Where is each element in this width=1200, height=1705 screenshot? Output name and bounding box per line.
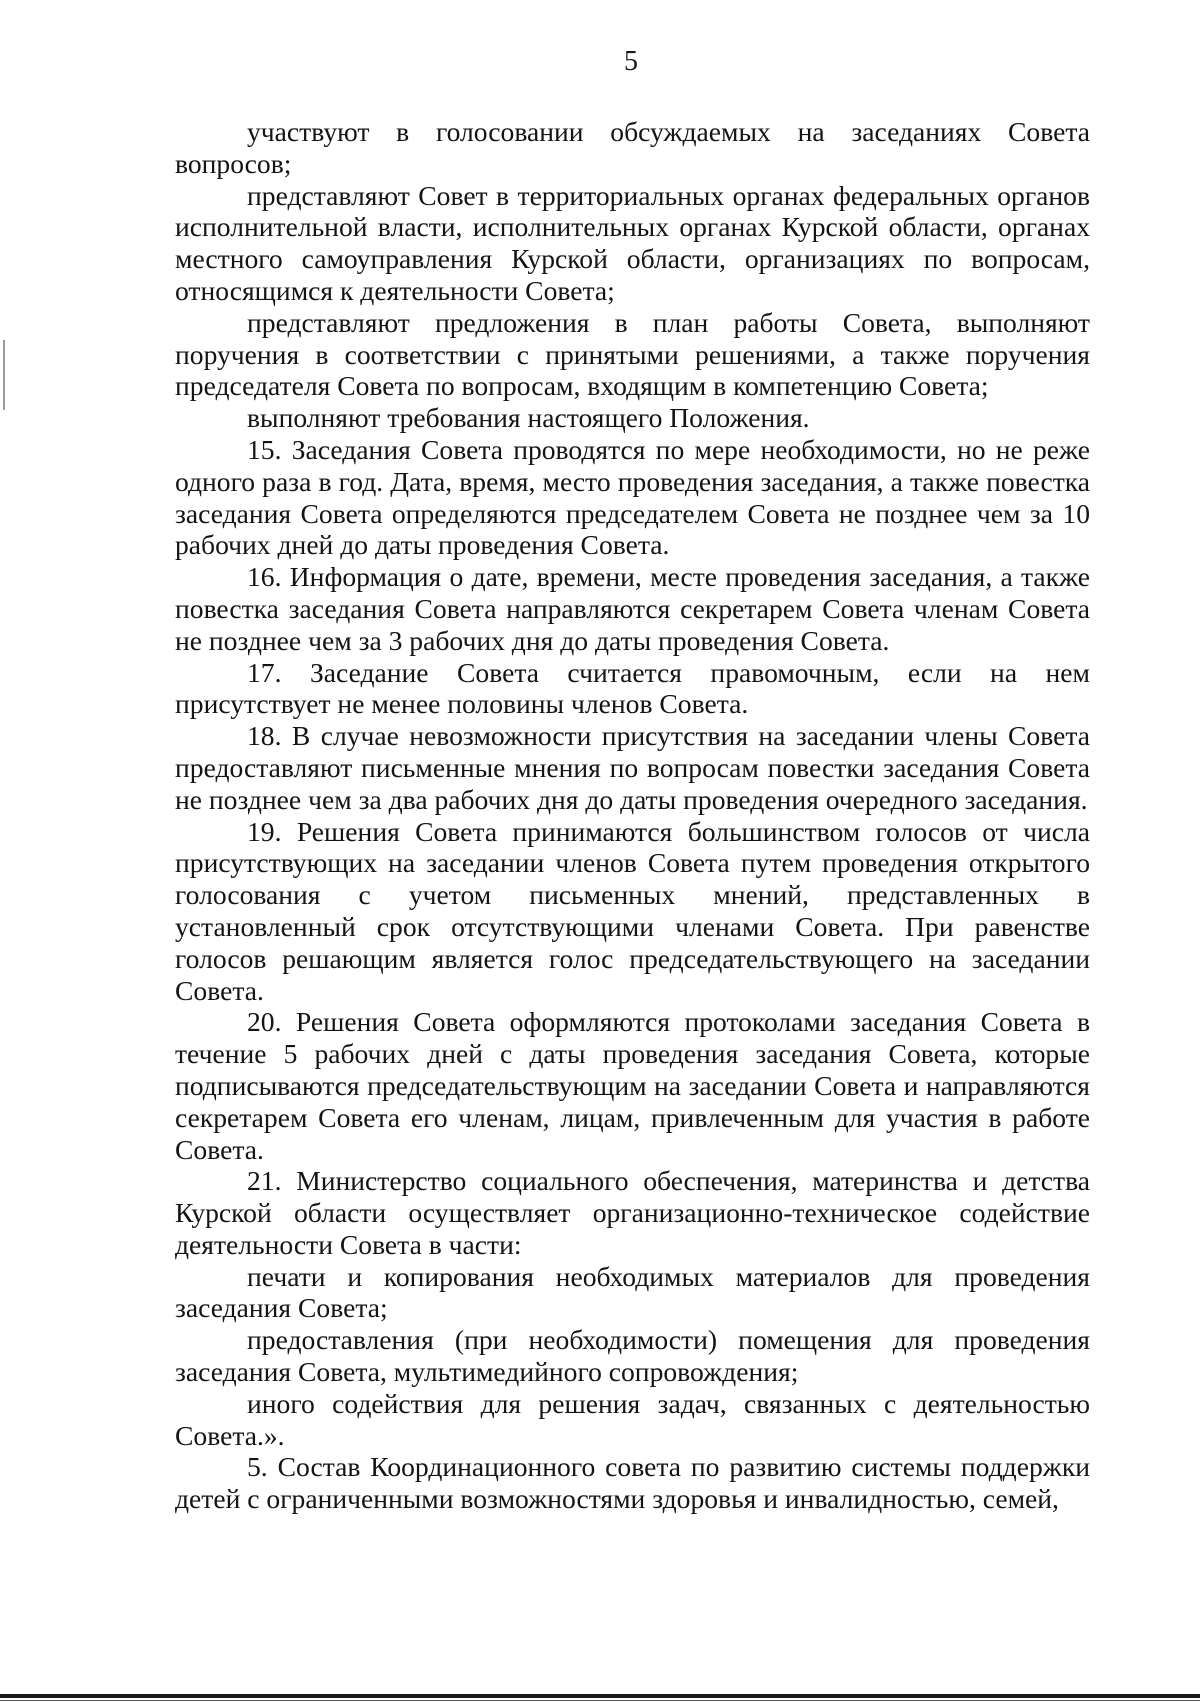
paragraph-item-15: 15. Заседания Совета проводятся по мере необходимости, но не реже одного раза в год. Дата, время, место проведения заседания, а также повестка заседания Совета определяются председателем Совета не позднее чем за 10 рабочих дней до даты проведения Совета. xyxy=(175,433,1090,561)
page-number: 5 xyxy=(624,46,638,77)
paragraph-members-represent: представляют Совет в территориальных органах федеральных органов исполнительной власти, исполнительных органах Курской области, органах местного самоуправления Курской области, организациях по вопросам, относящимся к деятельности Совета; xyxy=(175,179,1090,306)
paragraph-item-20: 20. Решения Совета оформляются протоколами заседания Совета в течение 5 рабочих дней с даты проведения заседания Совета, которые подписываются председательствующим на заседании Совета и направляются секретарем Совета его членам, лицам, привлеченным для участия в работе Совета. xyxy=(175,1006,1090,1165)
document-body xyxy=(175,116,1090,1515)
paragraph-support-printing: печати и копирования необходимых материалов для проведения заседания Совета; xyxy=(175,1260,1090,1324)
paragraph-members-vote: участвуют в голосовании обсуждаемых на заседаниях Совета вопросов; xyxy=(175,116,1090,179)
scan-edge-mark xyxy=(3,340,5,410)
paragraph-item-16: 16. Информация о дате, времени, месте проведения заседания, а также повестка заседания Совета направляются секретарем Совета членам Совета не позднее чем за 3 рабочих дня до даты проведения Совета. xyxy=(175,561,1090,656)
scan-bottom-border-thin xyxy=(0,1700,1200,1701)
paragraph-item-5-composition: 5. Состав Координационного совета по развитию системы поддержки детей с ограниченными возможностями здоровья и инвалидностью, семей, xyxy=(175,1451,1090,1515)
paragraph-item-18: 18. В случае невозможности присутствия на заседании члены Совета предоставляют письменные мнения по вопросам повестки заседания Совета не позднее чем за два рабочих дня до даты проведения очередного заседания. xyxy=(175,720,1090,815)
paragraph-item-21: 21. Министерство социального обеспечения, материнства и детства Курской области осуществляет организационно-техническое содействие деятельности Совета в части: xyxy=(175,1165,1090,1260)
paragraph-members-proposals: представляют предложения в план работы Совета, выполняют поручения в соответствии с принятыми решениями, а также поручения председателя Совета по вопросам, входящим в компетенцию Совета; xyxy=(175,306,1090,402)
paragraph-item-17: 17. Заседание Совета считается правомочным, если на нем присутствует не менее половины членов Совета. xyxy=(175,656,1090,720)
scan-bottom-border xyxy=(0,1694,1200,1698)
paragraph-item-19: 19. Решения Совета принимаются большинством голосов от числа присутствующих на заседании членов Совета путем проведения открытого голосования с учетом письменных мнений, представленных в установленный срок отсутствующими членами Совета. При равенстве голосов решающим является голос председательствующего на заседании Совета. xyxy=(175,815,1090,1006)
paragraph-support-premises: предоставления (при необходимости) помещения для проведения заседания Совета, мультимедийного сопровождения; xyxy=(175,1324,1090,1388)
paragraph-support-other: иного содействия для решения задач, связанных с деятельностью Совета.». xyxy=(175,1387,1090,1451)
paragraph-members-requirements: выполняют требования настоящего Положения. xyxy=(247,402,810,434)
